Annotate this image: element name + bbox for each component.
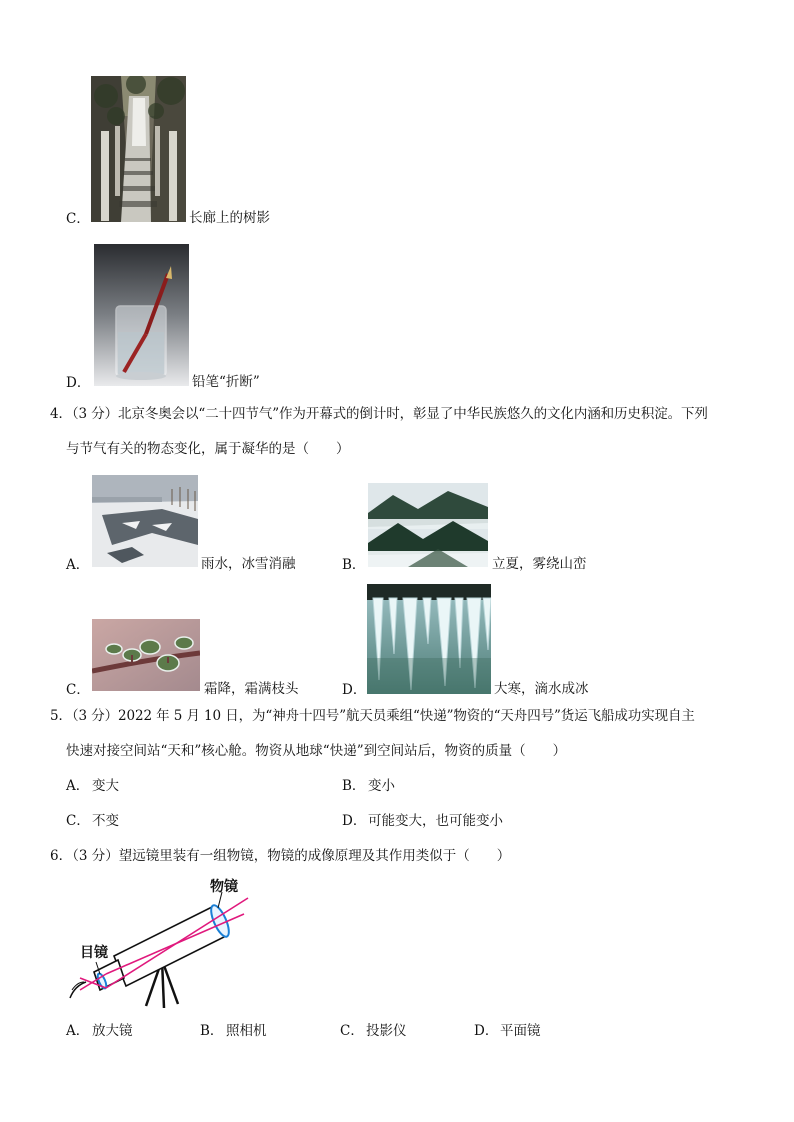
option-text: 平面镜 bbox=[500, 1023, 541, 1039]
option-text: 可能变大，也可能变小 bbox=[368, 813, 503, 829]
option-letter: C． bbox=[66, 211, 90, 227]
eyepiece-label: 目镜 bbox=[80, 945, 108, 961]
frost-leaves-photo bbox=[92, 619, 200, 691]
corridor-shadow-photo bbox=[91, 76, 186, 222]
option-caption: 霜降，霜满枝头 bbox=[204, 681, 299, 697]
question-text-line: 快速对接空间站“天和”核心舱。物资从地球“快递”到空间站后，物资的质量（ ） bbox=[66, 743, 567, 759]
option-text: 变小 bbox=[368, 778, 395, 794]
pencil-in-water-photo bbox=[94, 244, 189, 386]
option-letter: D． bbox=[342, 682, 367, 698]
option-text: 投影仪 bbox=[366, 1023, 407, 1039]
option-caption: 长廊上的树影 bbox=[189, 210, 270, 226]
question-text-line: 与节气有关的物态变化，属于凝华的是（ ） bbox=[66, 441, 350, 457]
option-letter: A． bbox=[66, 1023, 90, 1039]
option-text: 变大 bbox=[92, 778, 119, 794]
option-letter: A． bbox=[66, 778, 90, 794]
telescope-diagram bbox=[66, 878, 256, 1013]
option-letter: C． bbox=[340, 1023, 364, 1039]
question-text-line: 6．（3 分）望远镜里装有一组物镜，物镜的成像原理及其作用类似于（ ） bbox=[50, 848, 511, 864]
option-letter: B． bbox=[342, 557, 366, 573]
option-letter: A． bbox=[66, 557, 90, 573]
option-letter: D． bbox=[66, 375, 91, 391]
mist-mountains-photo bbox=[368, 483, 488, 567]
objective-lens-label: 物镜 bbox=[210, 879, 238, 895]
question-text-line: 4．（3 分）北京冬奥会以“二十四节气”作为开幕式的倒计时，彰显了中华民族悠久的文化内涵和历史积淀。下列 bbox=[50, 406, 708, 422]
option-letter: B． bbox=[342, 778, 366, 794]
icicles-photo bbox=[367, 584, 491, 694]
option-caption: 铅笔“折断” bbox=[192, 374, 260, 390]
option-letter: D． bbox=[342, 813, 367, 829]
option-letter: D． bbox=[474, 1023, 499, 1039]
option-caption: 大寒，滴水成冰 bbox=[494, 681, 589, 697]
option-text: 放大镜 bbox=[92, 1023, 133, 1039]
option-letter: B． bbox=[200, 1023, 224, 1039]
question-text-line: 5．（3 分）2022 年 5 月 10 日，为“神舟十四号”航天员乘组“快递”物资的“天舟四号”货运飞船成功实现自主 bbox=[50, 708, 695, 724]
option-letter: C． bbox=[66, 813, 90, 829]
option-letter: C． bbox=[66, 682, 90, 698]
option-caption: 雨水，冰雪消融 bbox=[201, 556, 296, 572]
option-text: 照相机 bbox=[226, 1023, 267, 1039]
option-caption: 立夏，雾绕山峦 bbox=[492, 556, 587, 572]
option-text: 不变 bbox=[92, 813, 119, 829]
snow-melting-river-photo bbox=[92, 475, 198, 567]
